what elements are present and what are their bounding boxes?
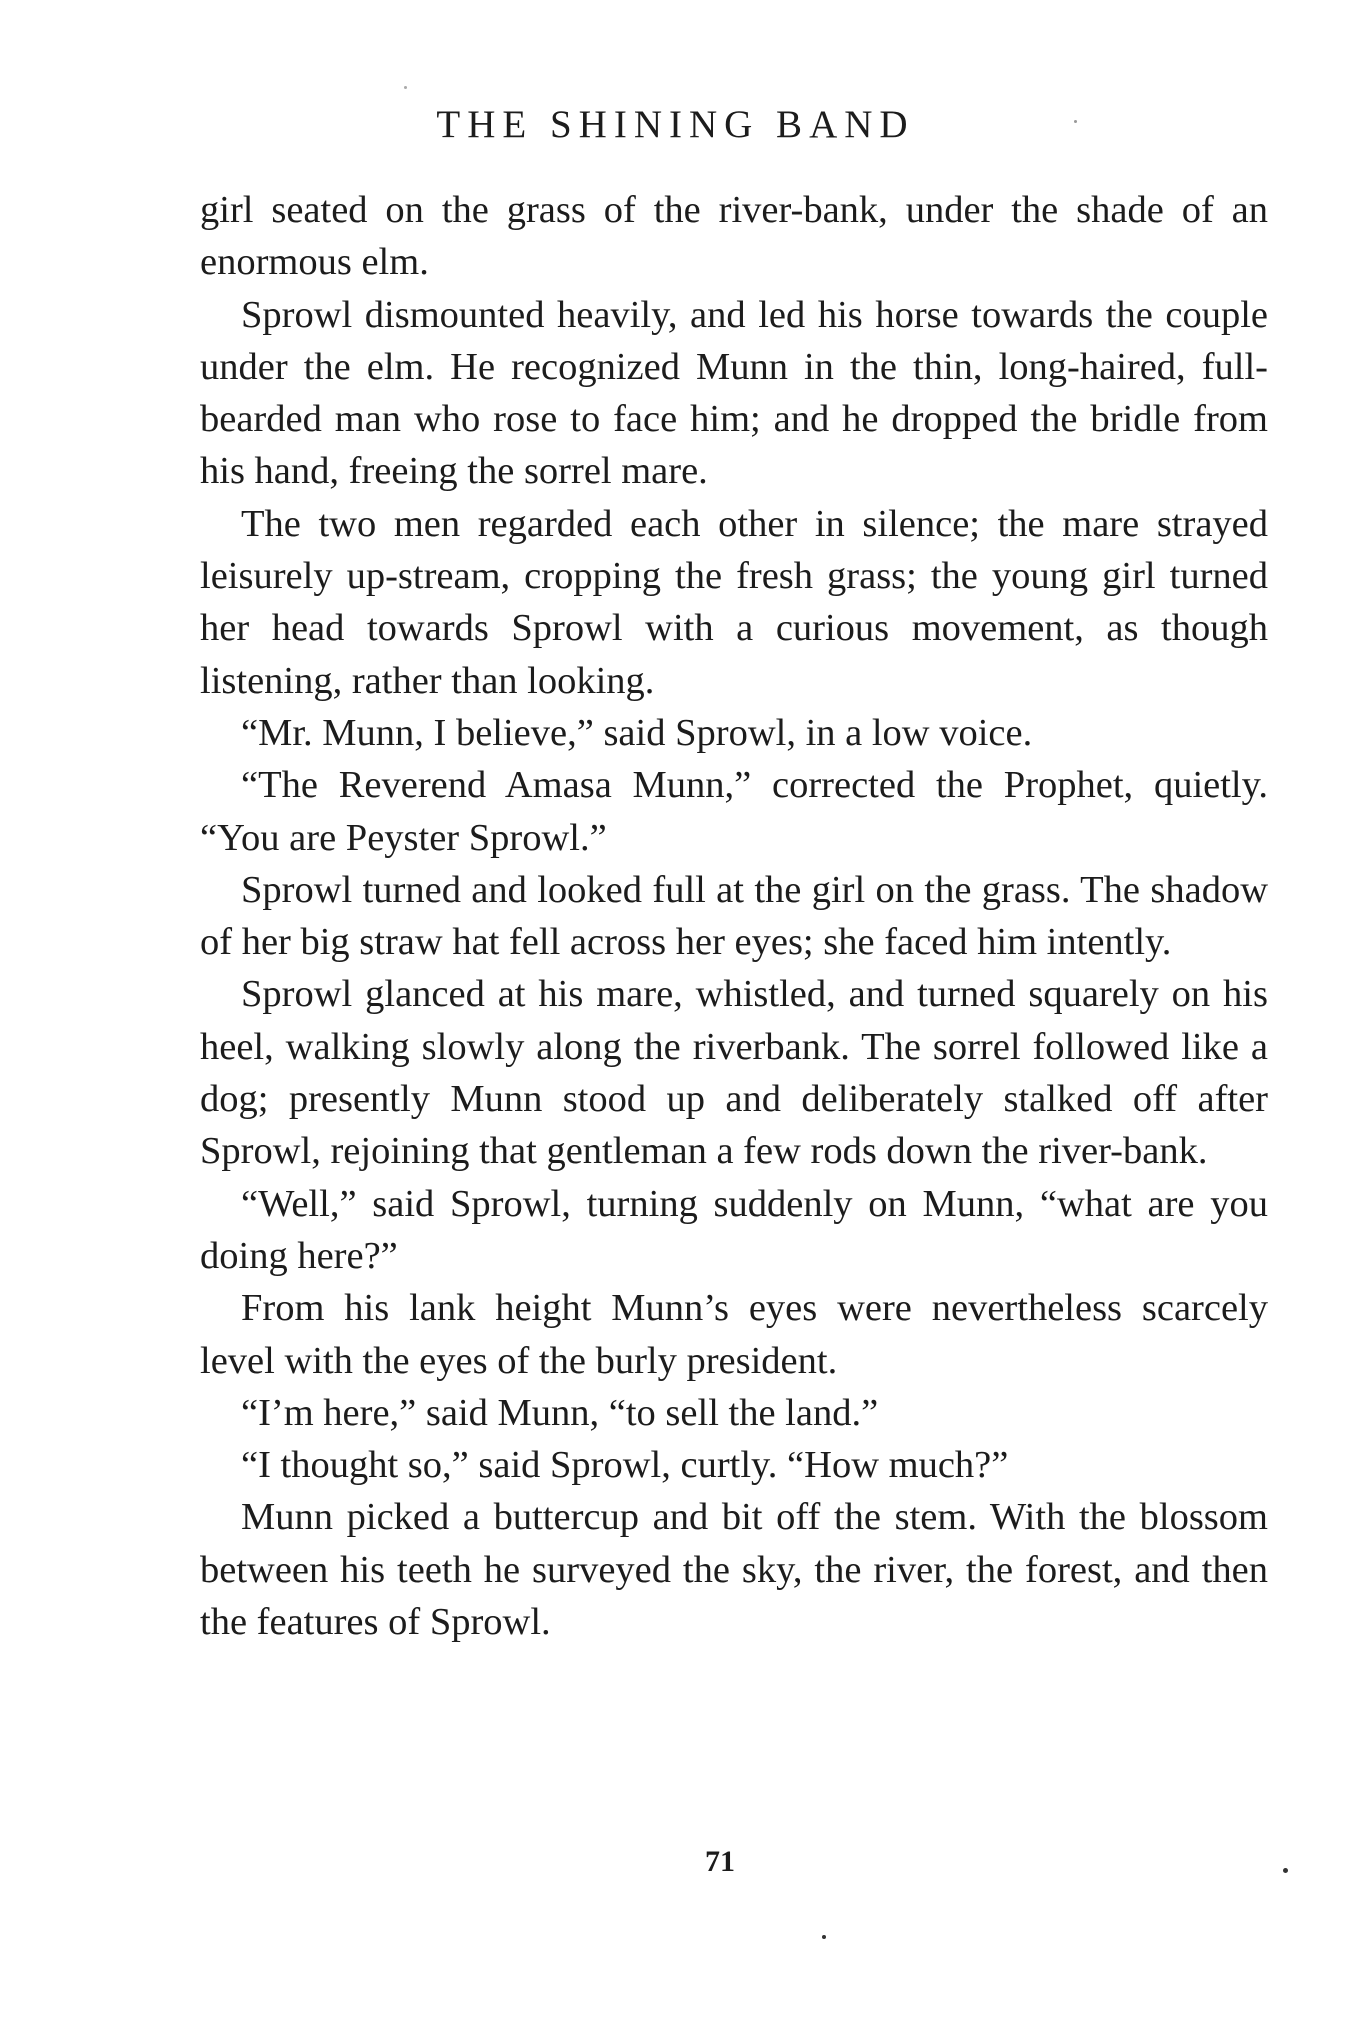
print-speck [1074, 120, 1077, 123]
paragraph: “Mr. Munn, I believe,” said Sprowl, in a low voice. [241, 711, 1033, 754]
paragraph: Sprowl dismounted heavily, and led his horse towards the couple under the elm. He recognized Munn in the thin, long-haired, full-bearded man who rose to face him; and he dropped the bridle from his hand, freeing the sorrel mare. [200, 293, 1268, 493]
paragraph: Sprowl turned and looked full at the girl on the grass. The shadow of her big straw hat fell across her eyes; she faced him intently. [200, 868, 1268, 964]
paragraph: girl seated on the grass of the river-bank, under the shade of an enormous elm. [200, 189, 1268, 284]
paragraph: “I thought so,” said Sprowl, curtly. “How much?” [241, 1444, 1009, 1487]
paragraph: From his lank height Munn’s eyes were nevertheless scarcely level with the eyes of the burly president. [200, 1287, 1268, 1382]
paragraph: Munn picked a buttercup and bit off the stem. With the blossom between his teeth he surveyed the sky, the river, the forest, and then the features of Sprowl. [200, 1496, 1268, 1644]
paragraph: “Well,” said Sprowl, turning suddenly on Munn, “what are you doing here?” [200, 1182, 1268, 1277]
print-speck [404, 86, 407, 89]
page-number: 71 [705, 1845, 735, 1878]
print-speck [1283, 1868, 1288, 1873]
paragraph: “I’m here,” said Munn, “to sell the land.” [241, 1391, 879, 1434]
paragraph: “The Reverend Amasa Munn,” corrected the Prophet, quietly. “You are Peyster Sprowl.” [200, 764, 1268, 859]
paragraph: The two men regarded each other in silence; the mare strayed leisurely up-stream, cropping the fresh grass; the young girl turned her head towards Sprowl with a curious movement, as though listening, rather than looking. [200, 502, 1268, 702]
print-speck [822, 1935, 826, 1939]
paragraph: Sprowl glanced at his mare, whistled, and turned squarely on his heel, walking slowly along the riverbank. The sorrel followed like a dog; presently Munn stood up and deliberately stalked off after Sprowl, rejoining that gentleman a few rods down the river-bank. [200, 973, 1268, 1173]
running-title: THE SHINING BAND [436, 103, 915, 146]
body-text [200, 184, 1268, 1648]
